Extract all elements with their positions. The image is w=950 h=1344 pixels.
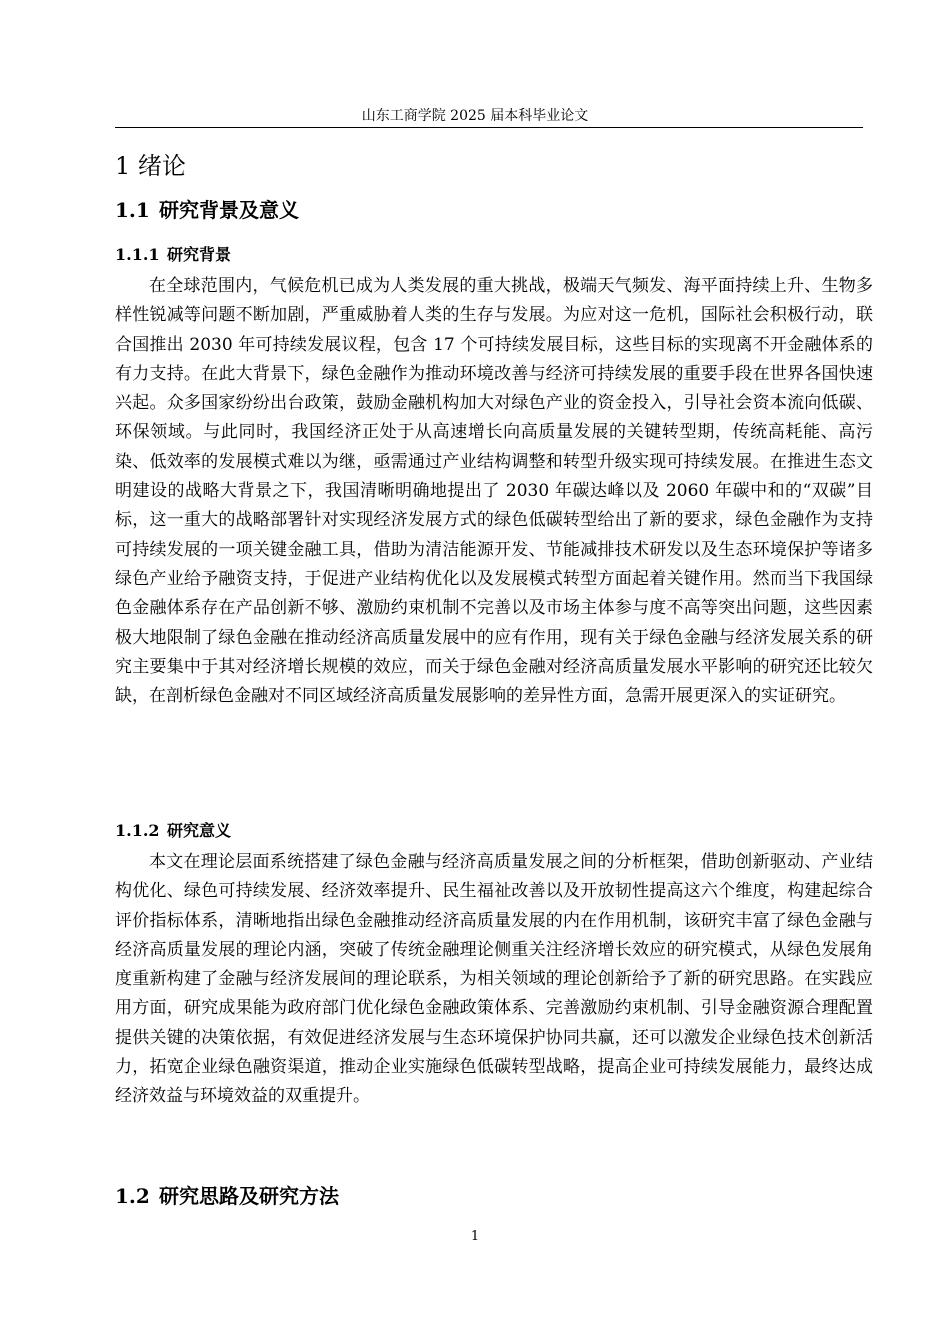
chapter-title: 1 绪论 <box>115 152 186 180</box>
subsection-title: 研究背景 <box>167 245 232 264</box>
section-heading-1-2 <box>115 1182 339 1210</box>
page-number: 1 <box>470 1229 480 1244</box>
section-title: 研究思路及研究方法 <box>159 1184 339 1208</box>
section-number: 1.2 <box>115 1184 150 1208</box>
paragraph-significance: 本文在理论层面系统搭建了绿色金融与经济高质量发展之间的分析框架，借助创新驱动、产业结构优化、绿色可持续发展、经济效率提升、民生福祉改善以及开放韧性提高这六个维度，构建起综合评价指标体系，清晰地指出绿色金融推动经济高质量发展的内在作用机制，该研究丰富了绿色金融与经济高质量发展的理论内涵，突破了传统金融理论侧重关注经济增长效应的研究模式，从绿色发展角度重新构建了金融与经济发展间的理论联系，为相关领域的理论创新给予了新的研究思路。在实践应用方面，研究成果能为政府部门优化绿色金融政策体系、完善激励约束机制、引导金融资源合理配置提供关键的决策依据，有效促进经济发展与生态环境保护协同共赢，还可以激发企业绿色技术创新活力，拓宽企业绿色融资渠道，推动企业实施绿色低碳转型战略，提高企业可持续发展能力，最终达成经济效益与环境效益的双重提升。 <box>115 852 873 1107</box>
header-rule <box>115 127 863 128</box>
subsection-number: 1.1.2 <box>115 821 160 840</box>
subsection-number: 1.1.1 <box>115 245 160 264</box>
running-header: 山东工商学院 2025 届本科毕业论文 <box>361 108 589 124</box>
section-title: 研究背景及意义 <box>159 198 299 222</box>
subsection-heading-1-1-2 <box>115 820 231 842</box>
section-heading-1-1 <box>115 196 299 224</box>
section-number: 1.1 <box>115 198 150 222</box>
subsection-heading-1-1-1 <box>115 244 231 266</box>
subsection-title: 研究意义 <box>167 821 232 840</box>
paragraph-background: 在全球范围内，气候危机已成为人类发展的重大挑战，极端天气频发、海平面持续上升、生物多样性锐减等问题不断加剧，严重威胁着人类的生存与发展。为应对这一危机，国际社会积极行动，联合国推出 2030 年可持续发展议程，包含 17 个可持续发展目标，这些目标的实现离不开金融体系的有力支持。在此大背景下，绿色金融作为推动环境改善与经济可持续发展的重要手段在世界各国快速兴起。众多国家纷纷出台政策，鼓励金融机构加大对绿色产业的资金投入，引导社会资本流向低碳、环保领域。与此同时，我国经济正处于从高速增长向高质量发展的关键转型期，传统高耗能、高污染、低效率的发展模式难以为继，亟需通过产业结构调整和转型升级实现可持续发展。在推进生态文明建设的战略大背景之下，我国清晰明确地提出了 2030 年碳达峰以及 2060 年碳中和的“双碳”目标，这一重大的战略部署针对实现经济发展方式的绿色低碳转型给出了新的要求，绿色金融作为支持可持续发展的一项关键金融工具，借助为清洁能源开发、节能减排技术研发以及生态环境保护等诸多绿色产业给予融资支持，于促进产业结构优化以及发展模式转型方面起着关键作用。然而当下我国绿色金融体系存在产品创新不够、激励约束机制不完善以及市场主体参与度不高等突出问题，这些因素极大地限制了绿色金融在推动经济高质量发展中的应有作用，现有关于绿色金融与经济发展关系的研究主要集中于其对经济增长规模的效应，而关于绿色金融对经济高质量发展水平影响的研究还比较欠缺，在剖析绿色金融对不同区域经济高质量发展影响的差异性方面，急需开展更深入的实证研究。 <box>115 276 873 707</box>
